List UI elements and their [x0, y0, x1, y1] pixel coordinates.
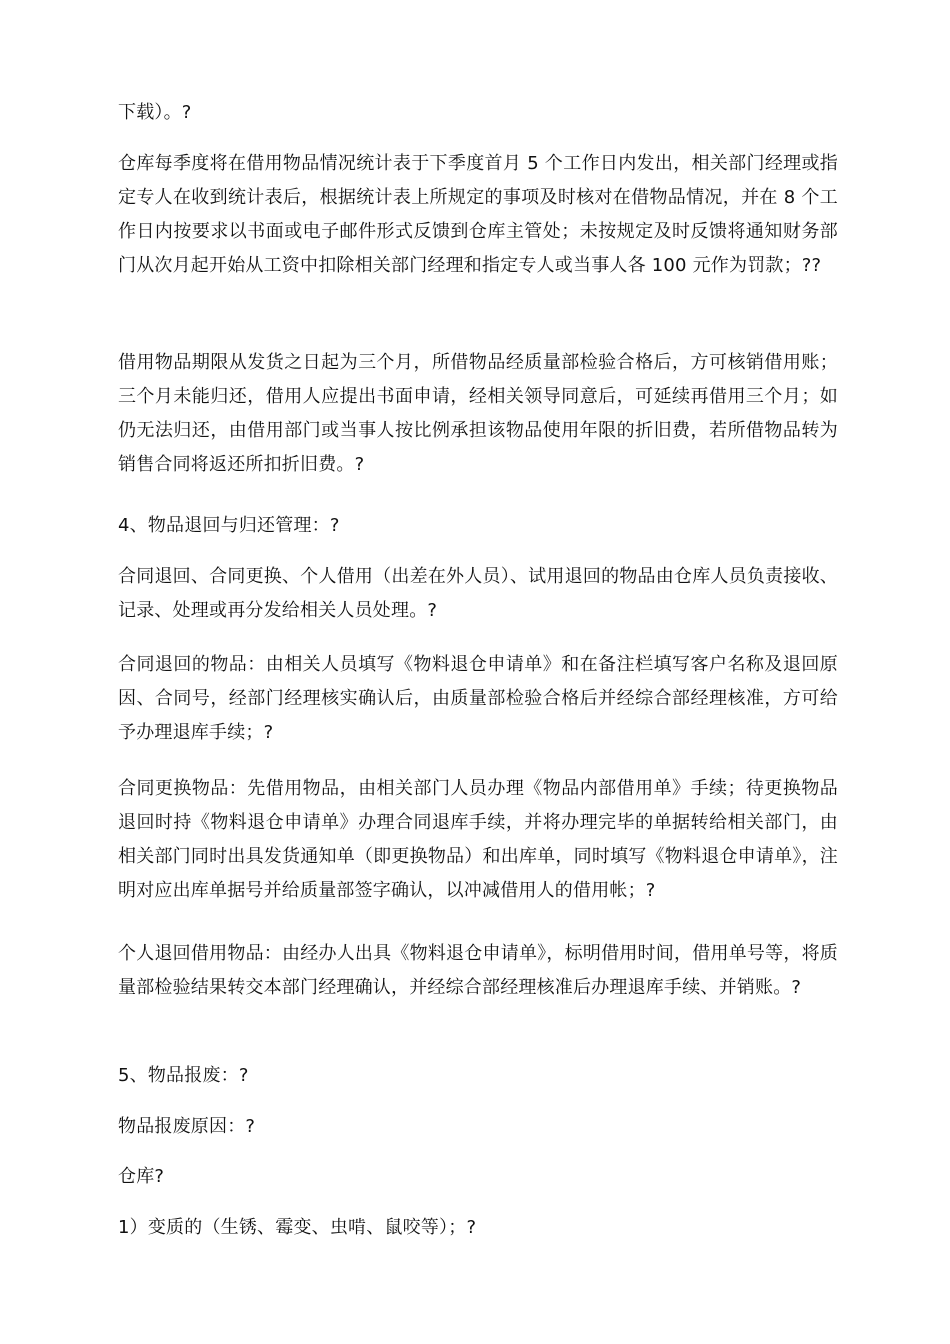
paragraph-contract-exchange: 合同更换物品：先借用物品，由相关部门人员办理《物品内部借用单》手续；待更换物品退回时持《物料退仓申请单》办理合同退库手续，并将办理完毕的单据转给相关部门，由相关部门同时出具发货通知单（即更换物品）和出库单，同时填写《物料退仓申请单》，注明对应出库单据号并给质量部签字确认，以冲减借用人的借用帐；? [118, 778, 838, 901]
paragraph-scrap-reason: 物品报废原因：? [118, 1116, 256, 1137]
paragraph-download-end: 下载）。? [118, 102, 192, 123]
heading-scrap: 5、物品报废：? [118, 1065, 249, 1086]
paragraph-return-scope: 合同退回、合同更换、个人借用（出差在外人员）、试用退回的物品由仓库人员负责接收、记录、处理或再分发给相关人员处理。? [118, 566, 838, 621]
list-item-deteriorated: 1）变质的（生锈、霉变、虫啃、鼠咬等）；? [118, 1217, 477, 1238]
heading-return-management: 4、物品退回与归还管理：? [118, 515, 340, 536]
paragraph-personal-return: 个人退回借用物品：由经办人出具《物料退仓申请单》，标明借用时间，借用单号等，将质量部检验结果转交本部门经理确认，并经综合部经理核准后办理退库手续、并销账。? [118, 943, 838, 998]
paragraph-contract-return: 合同退回的物品：由相关人员填写《物料退仓申请单》和在备注栏填写客户名称及退回原因、合同号，经部门经理核实确认后，由质量部检验合格后并经综合部经理核准，方可给予办理退库手续；? [118, 654, 838, 743]
paragraph-borrow-period: 借用物品期限从发货之日起为三个月，所借物品经质量部检验合格后，方可核销借用账；三个月未能归还，借用人应提出书面申请，经相关领导同意后，可延续再借用三个月；如仍无法归还，由借用部门或当事人按比例承担该物品使用年限的折旧费，若所借物品转为销售合同将返还所扣折旧费。? [118, 352, 838, 475]
paragraph-warehouse: 仓库? [118, 1166, 165, 1187]
paragraph-quarterly-statistics: 仓库每季度将在借用物品情况统计表于下季度首月 5 个工作日内发出，相关部门经理或指定专人在收到统计表后，根据统计表上所规定的事项及时核对在借物品情况，并在 8 个工作日内按要求以书面或电子邮件形式反馈到仓库主管处；未按规定及时反馈将通知财务部门从次月起开始从工资中扣除相关部门经理和指定专人或当事人各 100 元作为罚款；?? [118, 153, 838, 276]
